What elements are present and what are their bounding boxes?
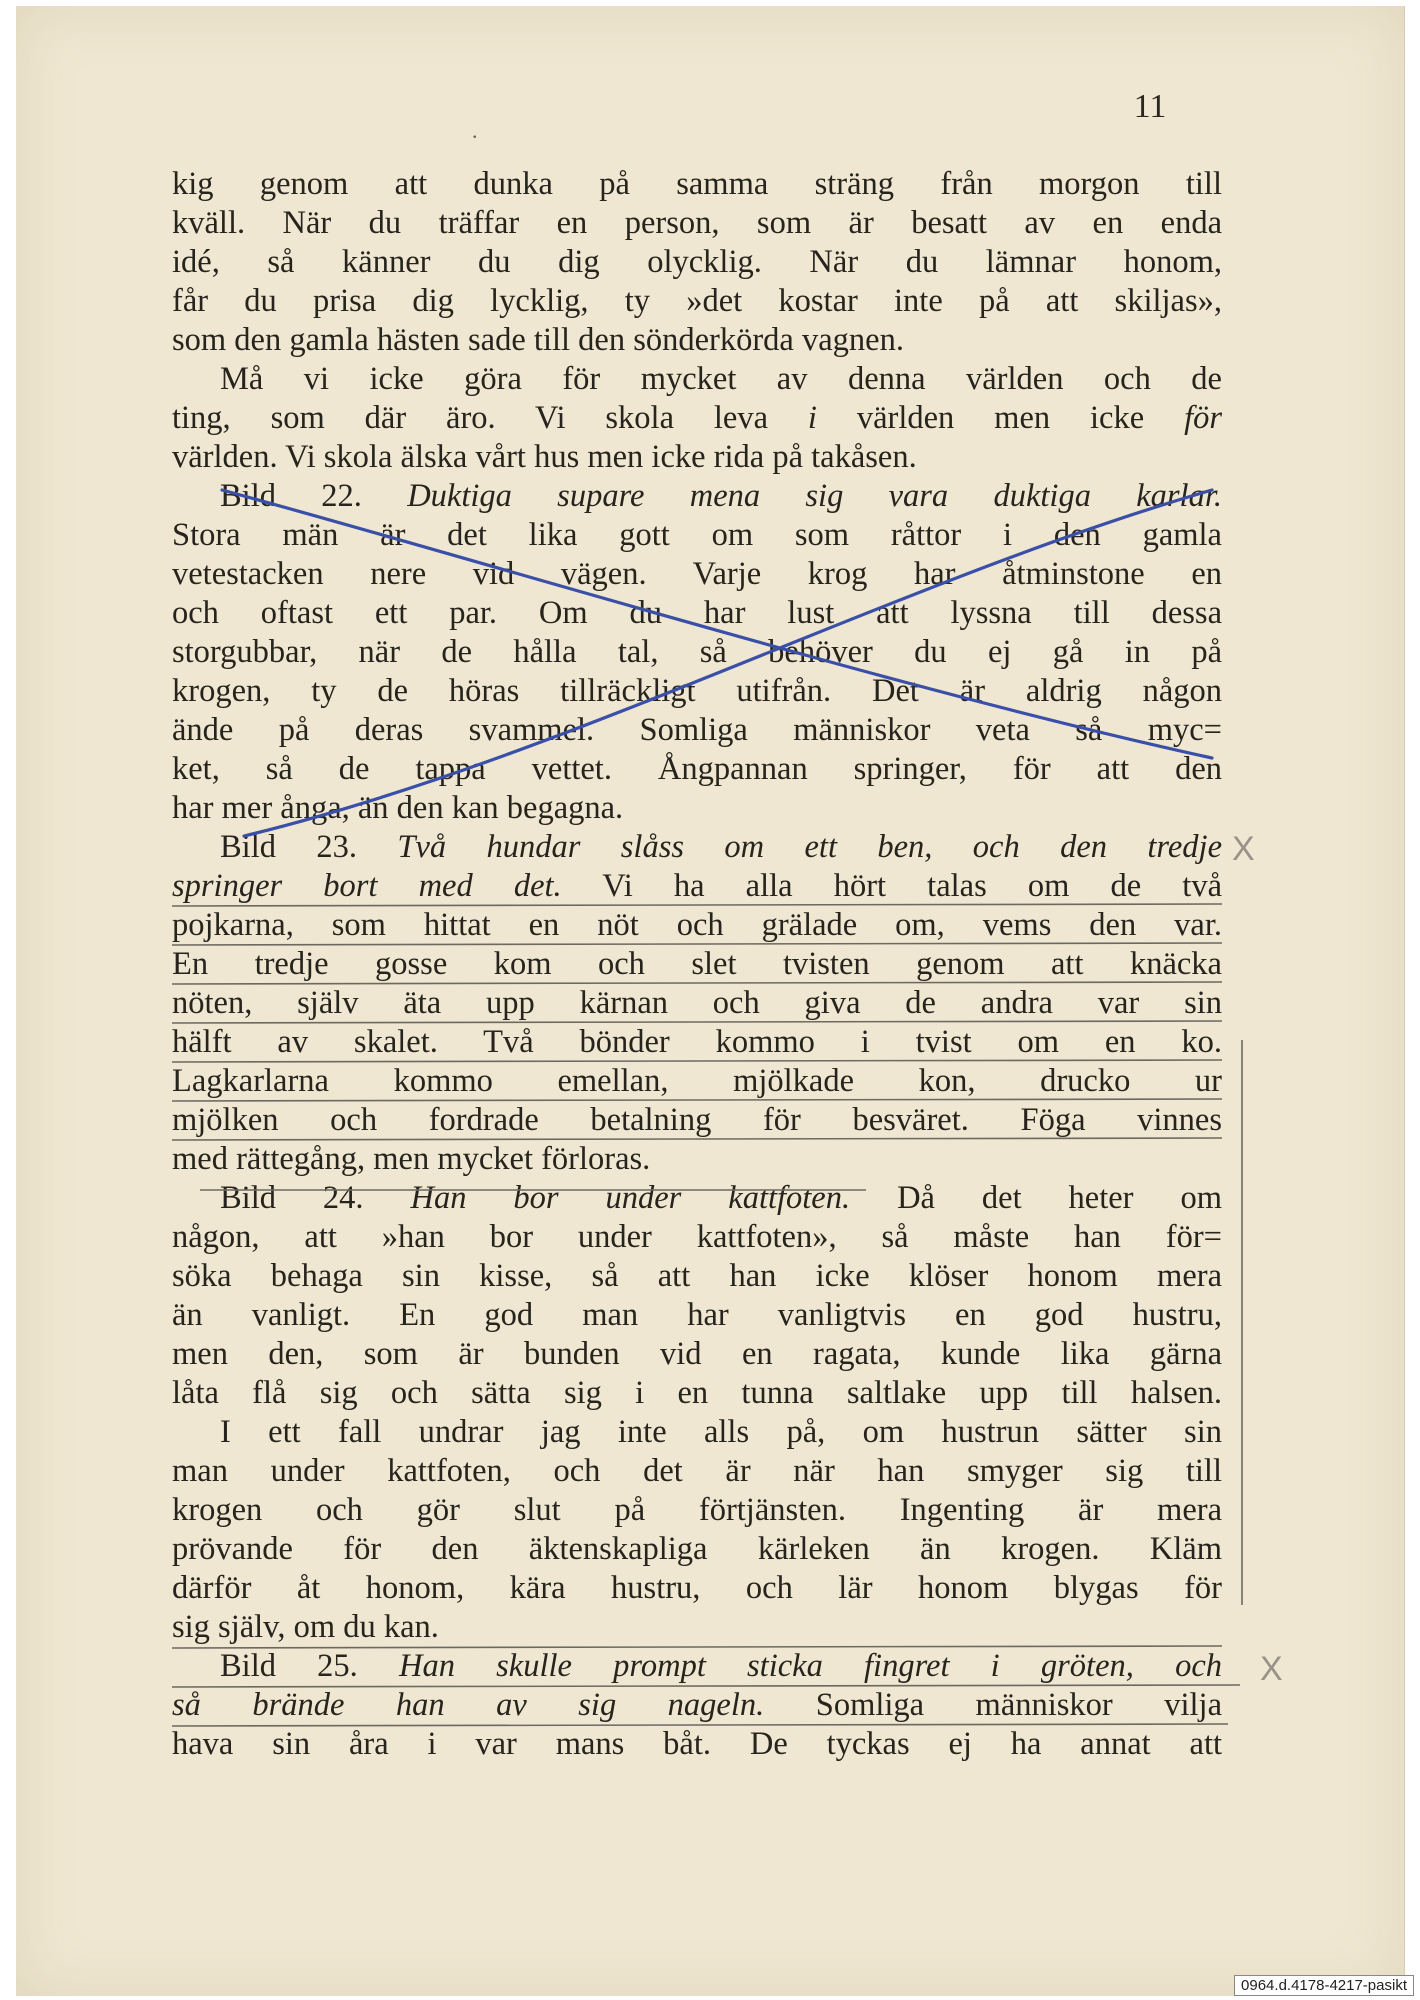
text-line: hälft av skalet. Två bönder kommo i tvist om en ko. [172,1024,1222,1060]
text-line: springer bort med det. Vi ha alla hört talas om de två [172,868,1222,904]
text-line: med rättegång, men mycket förloras. [172,1141,651,1177]
text-line: låta flå sig och sätta sig i en tunna saltlake upp till halsen. [172,1375,1222,1411]
text-line: pojkarna, som hittat en nöt och grälade om, vems den var. [172,907,1222,943]
text-line: sig själv, om du kan. [172,1609,439,1645]
top-dot-mark: . [472,118,478,143]
text-line: världen. Vi skola älska vårt hus men icke rida på takåsen. [172,439,917,475]
text-line: krogen, ty de höras tillräckligt utifrån. Det är aldrig någon [172,673,1222,709]
text-line: storgubbar, när de hålla tal, så behöver du ej gå in på [172,634,1222,670]
text-line: vetestacken nere vid vägen. Varje krog har åtminstone en [172,556,1222,592]
text-line: Lagkarlarna kommo emellan, mjölkade kon, drucko ur [172,1063,1222,1099]
text-line: Må vi icke göra för mycket av denna världen och de [220,361,1222,397]
text-line: nöten, själv äta upp kärnan och giva de andra var sin [172,985,1222,1021]
text-line: söka behaga sin kisse, så att han icke klöser honom mera [172,1258,1222,1294]
margin-x-mark: X [1232,830,1255,868]
text-line: man under kattfoten, och det är när han smyger sig till [172,1453,1222,1489]
body-text [172,165,1222,1764]
text-line: I ett fall undrar jag inte alls på, om hustrun sätter sin [220,1414,1222,1450]
text-line: hava sin åra i var mans båt. De tyckas ej ha annat att [172,1726,1222,1762]
text-line: kig genom att dunka på samma sträng från morgon till [172,166,1222,202]
text-line: och oftast ett par. Om du har lust att lyssna till dessa [172,595,1222,631]
text-line: Bild 23. Två hundar slåss om ett ben, och den tredje [220,829,1222,865]
text-line: som den gamla hästen sade till den sönderkörda vagnen. [172,322,904,358]
text-line: därför åt honom, kära hustru, och lär honom blygas för [172,1570,1222,1606]
text-line: men den, som är bunden vid en ragata, kunde lika gärna [172,1336,1222,1372]
text-line: någon, att »han bor under kattfoten», så måste han för= [172,1219,1222,1255]
catalog-label: 0964.d.4178-4217-pasikt [1234,1975,1414,1996]
text-line: krogen och gör slut på förtjänsten. Ingenting är mera [172,1492,1222,1528]
text-line: har mer ånga, än den kan begagna. [172,790,624,826]
text-line: mjölken och fordrade betalning för besväret. Föga vinnes [172,1102,1222,1138]
text-line: får du prisa dig lycklig, ty »det kostar inte på att skiljas», [172,283,1222,319]
text-line: ände på deras svammel. Somliga människor veta så myc= [172,712,1222,748]
text-line: så brände han av sig nageln. Somliga människor vilja [172,1687,1222,1723]
text-line: Bild 24. Han bor under kattfoten. Då det heter om [220,1180,1222,1216]
text-line: än vanligt. En god man har vanligtvis en god hustru, [172,1297,1222,1333]
page-number: 11 [1133,88,1167,125]
margin-x-mark: X [1260,1650,1283,1688]
text-line: ting, som där äro. Vi skola leva i världen men icke för [172,400,1222,436]
text-line: Bild 22. Duktiga supare mena sig vara duktiga karlar. [220,478,1222,514]
text-line: Bild 25. Han skulle prompt sticka fingret i gröten, och [220,1648,1222,1684]
text-line: En tredje gosse kom och slet tvisten genom att knäcka [172,946,1222,982]
text-line: ket, så de tappa vettet. Ångpannan springer, för att den [172,751,1222,787]
text-line: prövande för den äktenskapliga kärleken än krogen. Kläm [172,1531,1222,1567]
text-line: Stora män är det lika gott om som råttor i den gamla [172,517,1222,553]
text-line: kväll. När du träffar en person, som är besatt av en enda [172,205,1222,241]
text-line: idé, så känner du dig olycklig. När du lämnar honom, [172,244,1222,280]
